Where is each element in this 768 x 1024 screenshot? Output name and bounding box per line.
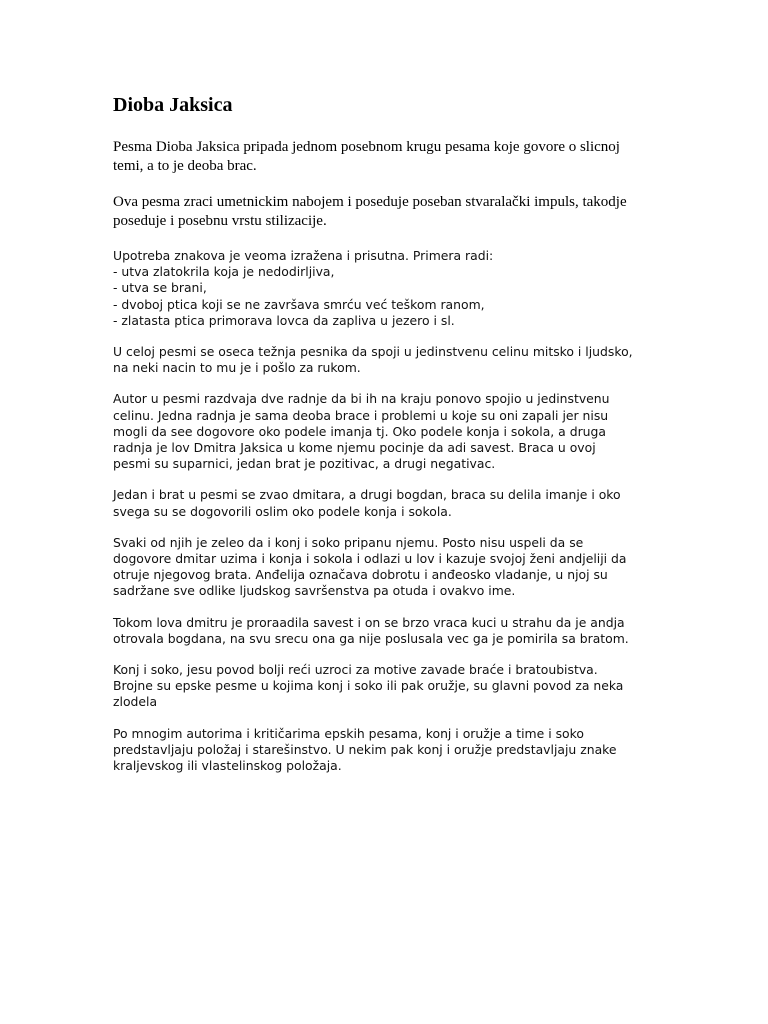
paragraph-line: - utva zlatokrila koja je nedodirljiva, bbox=[113, 264, 335, 280]
paragraph bbox=[113, 344, 661, 376]
paragraph-line: - dvoboj ptica koji se ne završava smrću već teškom ranom, bbox=[113, 296, 485, 312]
paragraph-line: poseduje i posebnu vrstu stilizacije. bbox=[113, 213, 327, 229]
paragraph-line: Tokom lova dmitru je proraadila savest i on se brzo vraca kuci u strahu da je andja bbox=[113, 614, 625, 630]
paragraph-line: otrovala bogdana, na svu srecu ona ga nije poslusala vec ga je pomirila sa bratom. bbox=[113, 630, 629, 646]
paragraph bbox=[113, 138, 661, 176]
paragraph-line: na neki nacin to mu je i pošlo za rukom. bbox=[113, 360, 361, 376]
paragraph bbox=[113, 487, 661, 519]
paragraph-line: mogli da see dogovore oko podele imanja tj. Oko podele konja i sokola, a druga bbox=[113, 423, 606, 439]
paragraph-line: zlodela bbox=[113, 694, 158, 710]
document-title: Dioba Jaksica bbox=[113, 94, 233, 116]
paragraph-line: Svaki od njih je zeleo da i konj i soko pripanu njemu. Posto nisu uspeli da se bbox=[113, 534, 584, 550]
paragraph-line: kraljevskog ili vlastelinskog položaja. bbox=[113, 758, 342, 774]
paragraph-line: temi, a to je deoba brac. bbox=[113, 158, 257, 174]
paragraph bbox=[113, 391, 661, 472]
paragraph-line: Ova pesma zraci umetnickim nabojem i poseduje poseban stvaralački impuls, takodje bbox=[113, 194, 627, 210]
paragraph-line: otruje njegovog brata. Anđelija označava dobrotu i anđeosko vladanje, u njoj su bbox=[113, 567, 608, 583]
paragraph bbox=[113, 615, 661, 647]
paragraph-line: Jedan i brat u pesmi se zvao dmitara, a drugi bogdan, braca su delila imanje i oko bbox=[113, 487, 621, 503]
paragraph bbox=[113, 535, 661, 600]
document-body bbox=[113, 92, 661, 789]
paragraph-line: celinu. Jedna radnja je sama deoba brace i problemi u koje su oni zapali jer nisu bbox=[113, 407, 609, 423]
paragraph-line: sadržane sve odlike ljudskog savršenstva pa otuda i ovakvo ime. bbox=[113, 583, 516, 599]
paragraph-line: radnja je lov Dmitra Jaksica u kome njemu pocinje da adi savest. Braca u ovoj bbox=[113, 440, 596, 456]
paragraph bbox=[113, 193, 661, 231]
paragraph-line: pesmi su suparnici, jedan brat je pozitivac, a drugi negativac. bbox=[113, 456, 496, 472]
paragraph-line: - utva se brani, bbox=[113, 280, 207, 296]
paragraph-line: predstavljaju položaj i starešinstvo. U nekim pak konj i oružje predstavljaju znake bbox=[113, 741, 617, 757]
paragraph bbox=[113, 726, 661, 775]
paragraph bbox=[113, 662, 661, 711]
paragraph-line: Autor u pesmi razdvaja dve radnje da bi ih na kraju ponovo spojio u jedinstvenu bbox=[113, 391, 610, 407]
paragraph bbox=[113, 248, 661, 329]
paragraph-line: Pesma Dioba Jaksica pripada jednom posebnom krugu pesama koje govore o slicnoj bbox=[113, 139, 620, 155]
paragraph-line: Upotreba znakova je veoma izražena i prisutna. Primera radi: bbox=[113, 248, 494, 263]
paragraph-line: dogovore dmitar uzima i konja i sokola i odlazi u lov i kazuje svojoj ženi andjeliji da bbox=[113, 551, 627, 567]
paragraph-line: Po mnogim autorima i kritičarima epskih pesama, konj i oružje a time i soko bbox=[113, 725, 584, 741]
paragraph-line: Brojne su epske pesme u kojima konj i soko ili pak oružje, su glavni povod za neka bbox=[113, 678, 624, 694]
paragraph-line: U celoj pesmi se oseca težnja pesnika da spoji u jedinstvenu celinu mitsko i ljudsko, bbox=[113, 344, 633, 360]
paragraph-line: Konj i soko, jesu povod bolji reći uzroci za motive zavade braće i bratoubistva. bbox=[113, 662, 598, 678]
paragraph-line: - zlatasta ptica primorava lovca da zapliva u jezero i sl. bbox=[113, 312, 455, 328]
paragraph-line: svega su se dogovorili oslim oko podele konja i sokola. bbox=[113, 503, 452, 519]
